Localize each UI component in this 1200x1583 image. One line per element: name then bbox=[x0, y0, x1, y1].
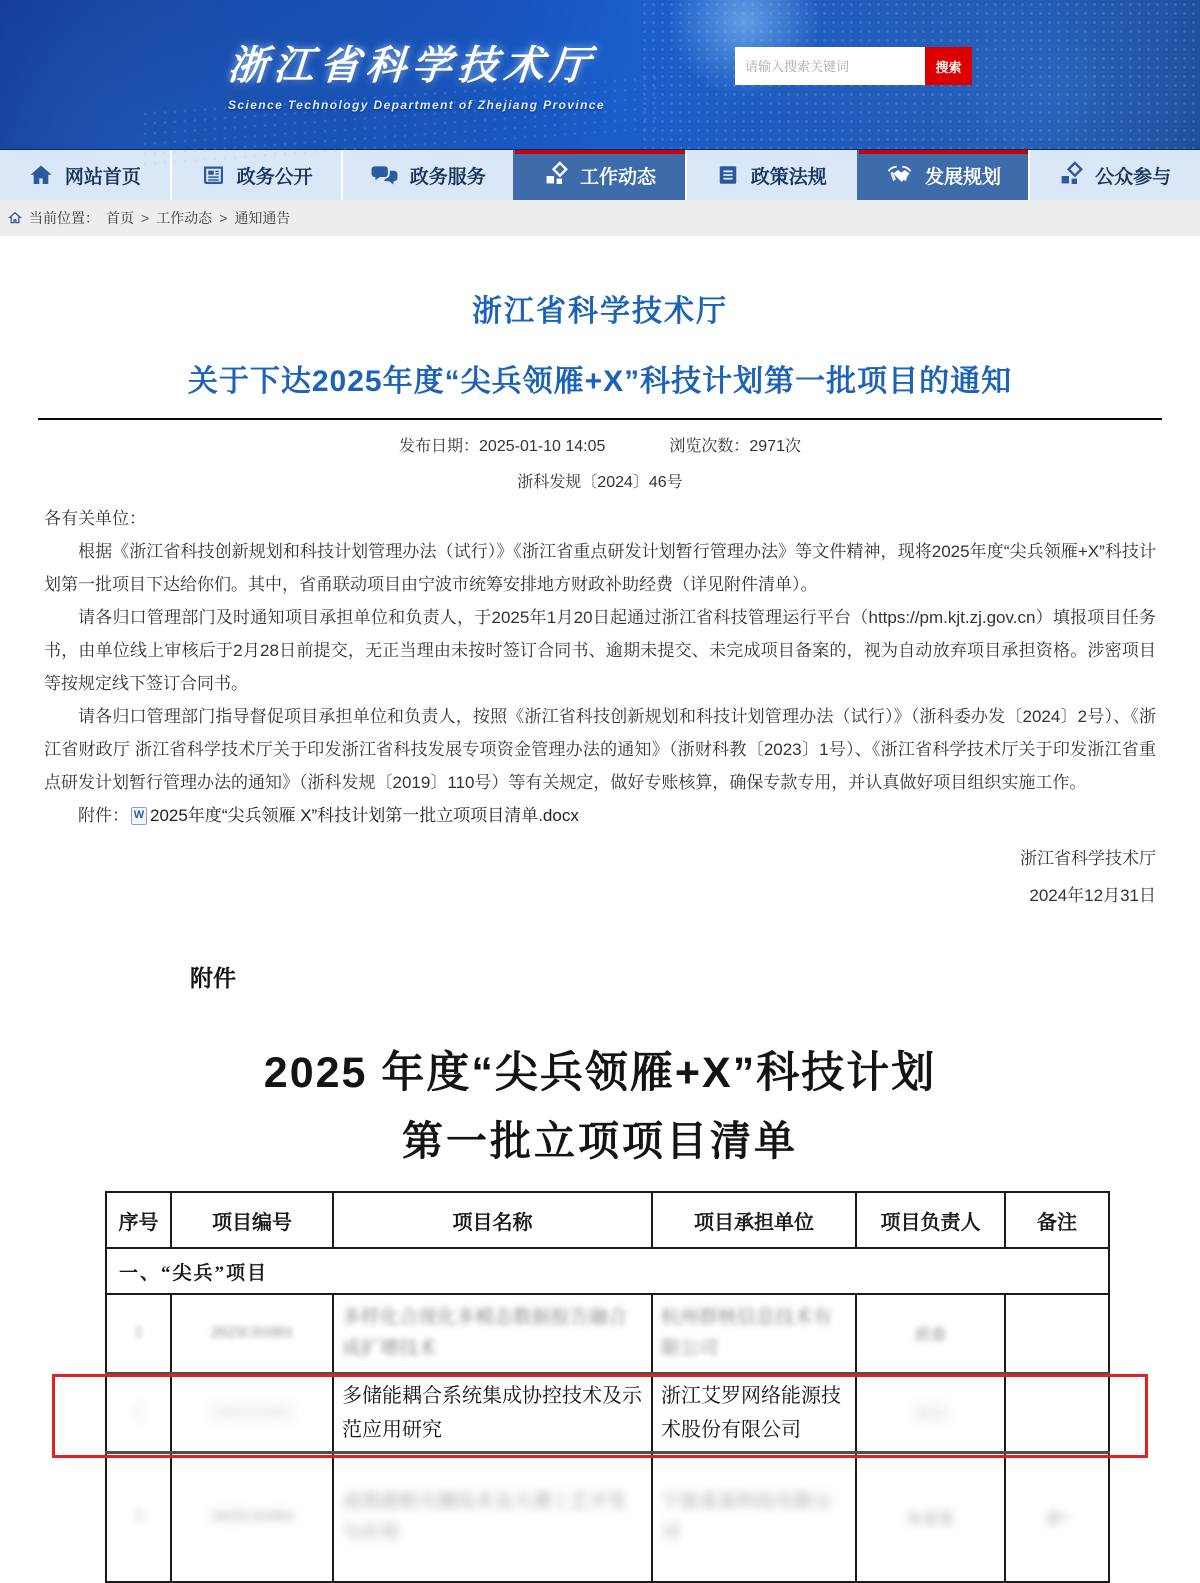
breadcrumb-item-work-dynamics[interactable]: 工作动态 bbox=[156, 210, 213, 226]
projects-table-wrap bbox=[105, 1191, 1108, 1583]
salutation: 各有关单位： bbox=[44, 509, 146, 528]
nav-item-home[interactable] bbox=[0, 150, 170, 200]
nav-item-policies[interactable] bbox=[685, 150, 857, 200]
cell-seq: 2 bbox=[134, 1403, 143, 1421]
cell-unit: 宁波某某科技有限公司 bbox=[661, 1491, 833, 1544]
col-header-seq: 序号 bbox=[106, 1192, 171, 1248]
chat-bubbles-icon bbox=[371, 164, 398, 187]
main-article bbox=[0, 286, 1200, 914]
signature-block bbox=[0, 840, 1156, 914]
document-number: 浙科发规〔2024〕46号 bbox=[517, 474, 683, 491]
search-button[interactable]: 搜索 bbox=[925, 47, 972, 85]
cell-seq: 1 bbox=[134, 1324, 143, 1342]
participation-cube-icon bbox=[1059, 163, 1083, 187]
cell-code: 2025C01001 bbox=[210, 1324, 294, 1342]
attachment-name: 2025年度“尖兵领雁 X”科技计划第一批立项项目清单.docx bbox=[150, 806, 579, 825]
site-logo-subtitle: Science Technology Department of Zhejiang Province bbox=[228, 98, 605, 112]
dynamic-cube-icon bbox=[544, 163, 568, 187]
cell-unit: 浙江艾罗网络能源技术股份有限公司 bbox=[661, 1384, 841, 1441]
cell-unit: 杭州群核信息技术有限公司 bbox=[661, 1307, 833, 1360]
article-org-title: 浙江省科学技术厅 bbox=[472, 295, 728, 328]
table-section-row bbox=[106, 1248, 1109, 1294]
site-logo-title: 浙江省科学技术厅 bbox=[226, 43, 598, 88]
col-header-unit: 项目承担单位 bbox=[652, 1192, 856, 1248]
breadcrumb-item-notices[interactable]: 通知通告 bbox=[234, 210, 291, 226]
signature-org: 浙江省科学技术厅 bbox=[1020, 849, 1156, 868]
cell-person: 质春 bbox=[914, 1326, 947, 1344]
home-icon bbox=[29, 163, 53, 187]
col-header-person: 项目负责人 bbox=[856, 1192, 1005, 1248]
section-row-label: 一、“尖兵”项目 bbox=[106, 1248, 1109, 1294]
cell-person: 张某 bbox=[914, 1406, 947, 1423]
attachment-link[interactable] bbox=[131, 799, 579, 832]
nav-item-label: 工作动态 bbox=[580, 166, 657, 188]
attachment-scan bbox=[0, 960, 1200, 1583]
newspaper-icon bbox=[201, 163, 225, 187]
cell-code: 2025C01002 bbox=[210, 1403, 294, 1421]
scan-title-line2: 第一批立项项目清单 bbox=[402, 1118, 798, 1164]
search-input[interactable] bbox=[735, 47, 925, 85]
cell-seq: 3 bbox=[134, 1508, 143, 1526]
cell-name: 高效液相关键技术及天薄工艺开发与应用 bbox=[342, 1491, 628, 1544]
cell-name: 多样化合现化多模态数据报告融合成扩增技术 bbox=[342, 1307, 628, 1360]
word-doc-icon: W bbox=[131, 807, 147, 825]
paragraph: 请各归口管理部门指导督促项目承担单位和负责人，按照《浙江省科技创新规划和科技计划管理办法（试行）》（浙科委办发〔2024〕2号）、《浙江省财政厅 浙江省科学技术厅关于印发浙江省科技发展专项资金管理办法的通知》（浙财科教〔2023〕1号）、《浙江省科学技术厅关于印发浙江省重点研发计划暂行管理办法的通知》（浙科发规〔2019〕110号）等有关规定，做好专账核算，确保专款专用，并认真做好项目组织实施工作。 bbox=[44, 707, 1156, 792]
nav-item-development-planning[interactable] bbox=[857, 150, 1029, 200]
document-lines-icon bbox=[717, 163, 739, 187]
attachment-line bbox=[44, 799, 1156, 832]
publish-date-value: 2025-01-10 14:05 bbox=[479, 438, 606, 455]
col-header-code: 项目编号 bbox=[171, 1192, 333, 1248]
views-label: 浏览次数： bbox=[669, 438, 750, 455]
attachment-section-label: 附件 bbox=[190, 965, 236, 991]
main-nav bbox=[0, 150, 1200, 200]
signature-date: 2024年12月31日 bbox=[1029, 886, 1156, 905]
col-header-remark: 备注 bbox=[1005, 1192, 1109, 1248]
paragraph: 根据《浙江省科技创新规划和科技计划管理办法（试行）》《浙江省重点研发计划暂行管理办法》等文件精神，现将2025年度“尖兵领雁+X”科技计划第一批项目下达给你们。其中，省甬联动项目由宁波市统筹安排地方财政补助经费（详见附件清单）。 bbox=[44, 542, 1156, 594]
table-row-highlighted bbox=[106, 1373, 1109, 1452]
breadcrumb bbox=[0, 200, 1200, 236]
col-header-name: 项目名称 bbox=[333, 1192, 652, 1248]
projects-table bbox=[105, 1191, 1110, 1583]
cell-person: 朱某某 bbox=[906, 1510, 955, 1528]
nav-item-label: 网站首页 bbox=[64, 166, 141, 188]
breadcrumb-item-home[interactable]: 首页 bbox=[106, 210, 134, 226]
title-divider bbox=[38, 418, 1162, 420]
nav-item-label: 政策法规 bbox=[750, 166, 827, 188]
cell-remark: 甬* bbox=[1044, 1510, 1069, 1528]
table-header-row bbox=[106, 1192, 1109, 1248]
breadcrumb-prefix: 当前位置： bbox=[29, 210, 99, 226]
nav-item-label: 政务公开 bbox=[236, 166, 313, 188]
nav-item-work-dynamics[interactable] bbox=[513, 150, 685, 200]
site-search bbox=[735, 47, 972, 85]
breadcrumb-home-icon bbox=[8, 211, 22, 225]
nav-item-gov-services[interactable] bbox=[341, 150, 513, 200]
article-meta bbox=[0, 433, 1200, 456]
site-logo bbox=[228, 34, 605, 112]
article-page-title: 关于下达2025年度“尖兵领雁+X”科技计划第一批项目的通知 bbox=[187, 365, 1013, 398]
publish-date-label: 发布日期： bbox=[399, 438, 480, 455]
site-banner bbox=[0, 0, 1200, 150]
nav-item-label: 公众参与 bbox=[1095, 166, 1172, 188]
views-value: 2971次 bbox=[749, 438, 801, 455]
breadcrumb-separator: > bbox=[219, 210, 228, 226]
scan-title-line1: 2025 年度“尖兵领雁+X”科技计划 bbox=[263, 1049, 937, 1097]
attachment-label: 附件： bbox=[78, 806, 129, 825]
cell-name: 多储能耦合系统集成协控技术及示范应用研究 bbox=[342, 1384, 642, 1441]
paragraph: 请各归口管理部门及时通知项目承担单位和负责人，于2025年1月20日起通过浙江省科技管理运行平台（https://pm.kjt.zj.gov.cn）填报项目任务书，由单位线上审核后于2月28日前提交，无正当理由未按时签订合同书、逾期未提交、未完成项目备案的，视为自动放弃项目承担资格。涉密项目等按规定线下签订合同书。 bbox=[44, 608, 1156, 693]
handshake-icon bbox=[886, 164, 913, 187]
cell-code: 2025C01003 bbox=[210, 1508, 294, 1526]
breadcrumb-separator: > bbox=[141, 210, 150, 226]
nav-item-gov-disclosure[interactable] bbox=[170, 150, 342, 200]
article-body bbox=[0, 502, 1200, 914]
table-row bbox=[106, 1294, 1109, 1373]
nav-item-label: 政务服务 bbox=[409, 166, 486, 188]
nav-item-label: 发展规划 bbox=[924, 166, 1001, 188]
table-row bbox=[106, 1452, 1109, 1582]
nav-item-public-participation[interactable] bbox=[1028, 150, 1200, 200]
